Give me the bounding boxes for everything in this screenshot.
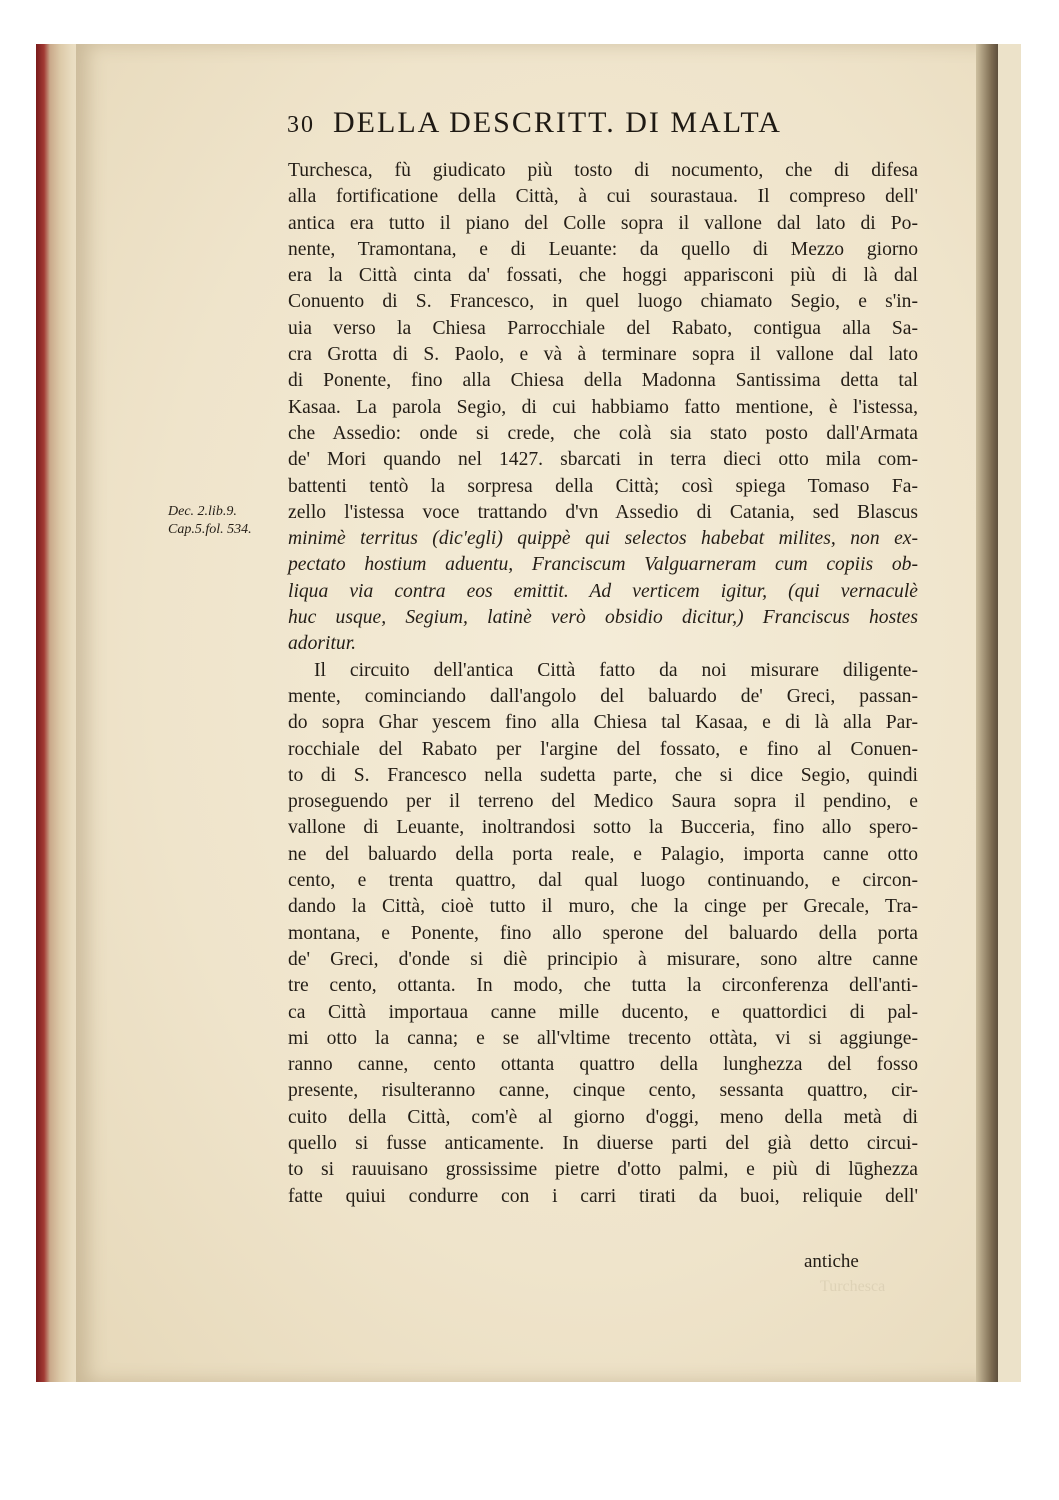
text-line: presente, risulteranno canne, cinque cento, sessanta quattro, cir- <box>288 1080 918 1102</box>
text-line: montana, e Ponente, fino allo sperone del baluardo della porta <box>288 922 918 944</box>
text-line: to si rauuisano grossissime pietre d'otto palmi, e più di lūghezza <box>288 1159 918 1181</box>
text-line: che Assedio: onde si crede, che colà sia stato posto dall'Armata <box>288 422 918 444</box>
text-line: ne del baluardo della porta reale, e Palagio, importa canne otto <box>288 843 918 865</box>
text-line: zello l'istessa voce trattando d'vn Assedio di Catania, sed Blascus <box>288 501 918 523</box>
text-line: Il circuito dell'antica Città fatto da noi misurare diligente- <box>314 659 918 681</box>
facing-page-edge <box>998 44 1021 1382</box>
running-head-title: DELLA DESCRITT. DI MALTA <box>333 106 782 139</box>
text-line: dando la Città, cioè tutto il muro, che la cinge per Grecale, Tra- <box>288 896 918 918</box>
text-line: tre cento, ottanta. In modo, che tutta la circonferenza dell'anti- <box>288 975 918 997</box>
text-line: era la Città cinta da' fossati, che hoggi apparisconi più di là dal <box>288 265 918 287</box>
text-line: Kasaa. La parola Segio, di cui habbiamo fatto mentione, è l'istessa, <box>288 396 918 418</box>
text-line: rocchiale del Rabato per l'argine del fossato, e fino al Conuen- <box>288 738 918 760</box>
text-line: vallone di Leuante, inoltrandosi sotto la Bucceria, fino allo spero- <box>288 817 918 839</box>
text-line: alla fortificatione della Città, à cui sourastaua. Il compreso dell' <box>288 186 918 208</box>
body-text <box>288 158 918 1210</box>
text-line: proseguendo per il terreno del Medico Saura sopra il pendino, e <box>288 791 918 813</box>
latin-quote-line: liqua via contra eos emittit. Ad verticem igitur, (qui vernaculè <box>288 580 918 602</box>
latin-quote-line: pectato hostium aduentu, Franciscum Valguarneram cum copiis ob- <box>288 554 918 576</box>
margin-note <box>168 503 278 539</box>
text-line: mente, cominciando dall'angolo del baluardo de' Greci, passan- <box>288 685 918 707</box>
text-line: Conuento di S. Francesco, in quel luogo chiamato Segio, e s'in- <box>288 291 918 313</box>
text-line: to di S. Francesco nella sudetta parte, che si dice Segio, quindi <box>288 764 918 786</box>
running-head <box>287 106 847 150</box>
text-line: cento, e trenta quattro, dal qual luogo continuando, e circon- <box>288 870 918 892</box>
text-line: de' Greci, d'onde si diè principio à misurare, sono altre canne <box>288 948 918 970</box>
text-line: quello si fusse anticamente. In diuerse parti del già detto circui- <box>288 1132 918 1154</box>
text-line: ca Città importaua canne mille ducento, e quattordici di pal- <box>288 1001 918 1023</box>
latin-quote-line: minimè territus (dic'egli) quippè qui selectos habebat milites, non ex- <box>288 528 918 550</box>
margin-note-line: Dec. 2.lib.9. <box>168 504 237 519</box>
text-line: Turchesca, fù giudicato più tosto di nocumento, che di difesa <box>288 160 918 181</box>
text-line: battenti tentò la sorpresa della Città; così spiega Tomaso Fa- <box>288 475 918 497</box>
text-line: di Ponente, fino alla Chiesa della Madonna Santissima detta tal <box>288 370 918 392</box>
text-line: do sopra Ghar yescem fino alla Chiesa tal Kasaa, e di là alla Par- <box>288 712 918 734</box>
text-line: antica era tutto il piano del Colle sopra il vallone dal lato di Po- <box>288 212 918 234</box>
text-line: cuito della Città, com'è al giorno d'oggi, meno della metà di <box>288 1106 918 1128</box>
text-line: cra Grotta di S. Paolo, e và à terminare sopra il vallone dal lato <box>288 344 918 366</box>
margin-note-line: Cap.5.fol. 534. <box>168 522 252 537</box>
text-line: de' Mori quando nel 1427. sbarcati in terra dieci otto mila com- <box>288 449 918 471</box>
text-line: mi otto la canna; e se all'vltime trecento ottàta, vi si aggiunge- <box>288 1027 918 1049</box>
latin-quote-line: huc usque, Segium, latinè verò obsidio dicitur,) Franciscus hostes <box>288 607 918 629</box>
show-through-text: Turchesca <box>820 1278 886 1295</box>
text-line: fatte quiui condurre con i carri tirati da buoi, reliquie dell' <box>288 1185 918 1207</box>
text-line: nente, Tramontana, e di Leuante: da quello di Mezzo giorno <box>288 238 918 260</box>
page-number: 30 <box>287 112 315 138</box>
text-line: uia verso la Chiesa Parrocchiale del Rabato, contigua alla Sa- <box>288 317 918 339</box>
text-line: ranno canne, cento ottanta quattro della lunghezza del fosso <box>288 1054 918 1076</box>
catchword: antiche <box>804 1251 859 1272</box>
latin-quote-line: adoritur. <box>288 633 357 655</box>
